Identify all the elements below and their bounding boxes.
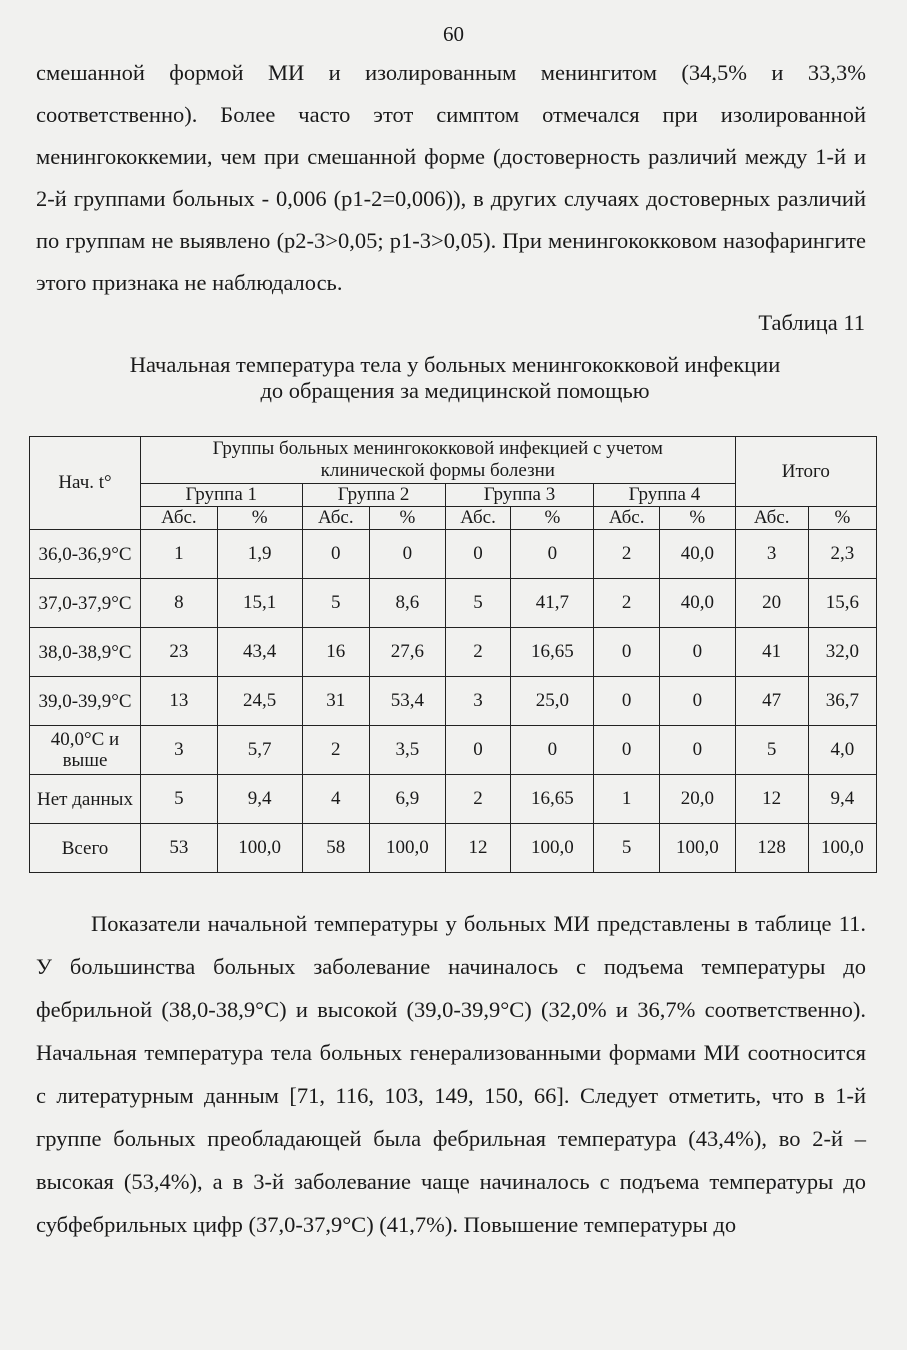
table-cell: 0: [445, 726, 511, 775]
pct-header: %: [217, 507, 302, 530]
group-4-header: Группа 4: [594, 484, 735, 507]
table-cell: 2: [594, 579, 660, 628]
table-cell: 24,5: [217, 677, 302, 726]
group-3-header: Группа 3: [445, 484, 594, 507]
table-cell: 53,4: [370, 677, 446, 726]
table-title-line-1: Начальная температура тела у больных менингококковой инфекции: [129, 352, 781, 377]
table-cell: 2: [445, 775, 511, 824]
table-row: [30, 628, 877, 677]
table-cell: 1: [140, 530, 217, 579]
table-cell: 23: [140, 628, 217, 677]
row-label: 39,0-39,9°С: [30, 677, 141, 726]
table-cell: 9,4: [217, 775, 302, 824]
table-cell: 128: [735, 824, 808, 873]
table-cell: 41,7: [511, 579, 594, 628]
table-cell: 0: [370, 530, 446, 579]
pct-header: %: [511, 507, 594, 530]
table-cell: 16,65: [511, 628, 594, 677]
table-cell: 2,3: [808, 530, 876, 579]
table-cell: 13: [140, 677, 217, 726]
page-number: 60: [443, 22, 464, 46]
table-cell: 58: [302, 824, 370, 873]
table-cell: 3,5: [370, 726, 446, 775]
table-cell: 53: [140, 824, 217, 873]
table-cell: 20,0: [660, 775, 736, 824]
table-cell: 40,0: [660, 530, 736, 579]
table-cell: 5: [594, 824, 660, 873]
table-cell: 100,0: [217, 824, 302, 873]
row-label: 38,0-38,9°С: [30, 628, 141, 677]
table-cell: 4,0: [808, 726, 876, 775]
table-label: Таблица 11: [758, 310, 865, 335]
table-cell: 100,0: [370, 824, 446, 873]
row-label: Всего: [30, 824, 141, 873]
table-cell: 40,0: [660, 579, 736, 628]
table-cell: 3: [735, 530, 808, 579]
table-cell: 0: [660, 677, 736, 726]
row-label: 37,0-37,9°С: [30, 579, 141, 628]
groups-header: Группы больных менингококковой инфекцией с учетом клинической формы болезни: [140, 437, 735, 484]
table-cell: 100,0: [660, 824, 736, 873]
table-cell: 0: [594, 677, 660, 726]
table-cell: 5: [140, 775, 217, 824]
table-cell: 5: [735, 726, 808, 775]
group-1-header: Группа 1: [140, 484, 302, 507]
table-title: [60, 352, 850, 404]
table-cell: 0: [511, 726, 594, 775]
pct-header: %: [370, 507, 446, 530]
group-2-header: Группа 2: [302, 484, 445, 507]
table-cell: 3: [140, 726, 217, 775]
table-cell: 8: [140, 579, 217, 628]
table-cell: 1,9: [217, 530, 302, 579]
corner-header: Нач. t°: [30, 437, 141, 530]
table-cell: 2: [445, 628, 511, 677]
table-row: [30, 677, 877, 726]
table-cell: 15,6: [808, 579, 876, 628]
table-cell: 100,0: [808, 824, 876, 873]
table-cell: 25,0: [511, 677, 594, 726]
pct-header: %: [808, 507, 876, 530]
row-label: 40,0°С и выше: [30, 726, 141, 775]
table-cell: 2: [302, 726, 370, 775]
table-cell: 8,6: [370, 579, 446, 628]
table-row: [30, 775, 877, 824]
table-cell: 36,7: [808, 677, 876, 726]
abs-header: Абс.: [445, 507, 511, 530]
table-cell: 43,4: [217, 628, 302, 677]
table-cell: 31: [302, 677, 370, 726]
total-header: Итого: [735, 437, 876, 507]
paragraph-1: смешанной формой МИ и изолированным менингитом (34,5% и 33,3% соответственно). Более часто этот симптом отмечался при изолированной менингококкемии, чем при смешанной форме (достоверность различий между 1-й и 2-й группами больных - 0,006 (p1-2=0,006)), в других случаях достоверных различий по группам не выявлено (p2-3>0,05; p1-3>0,05). При менингококковом назофарингите этого признака не наблюдалось.: [36, 60, 866, 295]
table-cell: 0: [660, 628, 736, 677]
table-row: [30, 579, 877, 628]
abs-header: Абс.: [735, 507, 808, 530]
table-cell: 16: [302, 628, 370, 677]
table-cell: 15,1: [217, 579, 302, 628]
table-title-line-2: до обращения за медицинской помощью: [260, 378, 650, 403]
table-cell: 12: [445, 824, 511, 873]
table-cell: 0: [594, 628, 660, 677]
table-cell: 4: [302, 775, 370, 824]
table-cell: 1: [594, 775, 660, 824]
table-cell: 5,7: [217, 726, 302, 775]
table-cell: 16,65: [511, 775, 594, 824]
table-cell: 5: [302, 579, 370, 628]
table-cell: 0: [594, 726, 660, 775]
table-cell: 0: [511, 530, 594, 579]
row-label: Нет данных: [30, 775, 141, 824]
abs-header: Абс.: [594, 507, 660, 530]
table-cell: 100,0: [511, 824, 594, 873]
row-label: 36,0-36,9°С: [30, 530, 141, 579]
table-row: [30, 530, 877, 579]
temperature-table: [29, 436, 877, 873]
table-cell: 41: [735, 628, 808, 677]
table-cell: 47: [735, 677, 808, 726]
table-cell: 5: [445, 579, 511, 628]
table-cell: 12: [735, 775, 808, 824]
table-cell: 0: [445, 530, 511, 579]
table-cell: 2: [594, 530, 660, 579]
table-row-total: [30, 824, 877, 873]
table-cell: 0: [302, 530, 370, 579]
table-row: [30, 726, 877, 775]
abs-header: Абс.: [140, 507, 217, 530]
pct-header: %: [660, 507, 736, 530]
table-cell: 3: [445, 677, 511, 726]
table-cell: 27,6: [370, 628, 446, 677]
abs-header: Абс.: [302, 507, 370, 530]
table-cell: 9,4: [808, 775, 876, 824]
table-cell: 32,0: [808, 628, 876, 677]
table-cell: 20: [735, 579, 808, 628]
table-cell: 6,9: [370, 775, 446, 824]
paragraph-2: Показатели начальной температуры у больных МИ представлены в таблице 11. У большинства больных заболевание начиналось с подъема температуры до фебрильной (38,0-38,9°С) и высокой (39,0-39,9°С) (32,0% и 36,7% соответственно). Начальная температура тела больных генерализованными формами МИ соотносится с литературным данным [71, 116, 103, 149, 150, 66]. Следует отметить, что в 1-й группе больных преобладающей была фебрильная температура (43,4%), во 2-й – высокая (53,4%), а в 3-й заболевание чаще начиналось с подъема температуры до субфебрильных цифр (37,0-37,9°С) (41,7%). Повышение температуры до: [36, 911, 866, 1237]
table-cell: 0: [660, 726, 736, 775]
